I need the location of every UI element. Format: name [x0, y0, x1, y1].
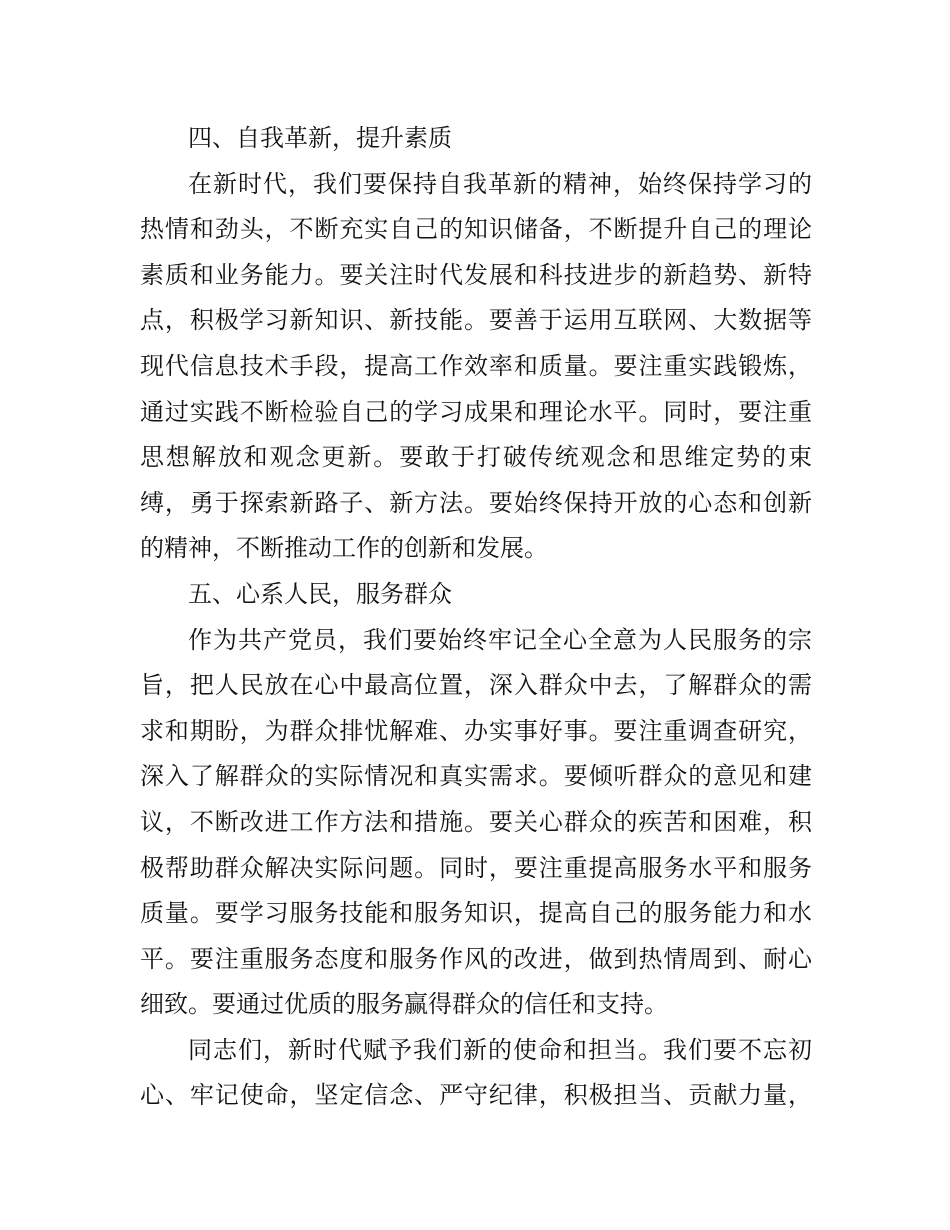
paragraph-line: 质量。要学习服务技能和服务知识，提高自己的服务能力和水: [140, 899, 812, 928]
paragraph-line: 平。要注重服务态度和服务作风的改进，做到热情周到、耐心: [140, 944, 812, 973]
paragraph-line: 议，不断改进工作方法和措施。要关心群众的疾苦和困难，积: [140, 807, 812, 836]
paragraph-line: 缚，勇于探索新路子、新方法。要始终保持开放的心态和创新: [140, 488, 812, 517]
paragraph-line: 现代信息技术手段，提高工作效率和质量。要注重实践锻炼，: [140, 351, 812, 380]
paragraph-line: 作为共产党员，我们要始终牢记全心全意为人民服务的宗: [188, 625, 812, 654]
paragraph-line: 点，积极学习新知识、新技能。要善于运用互联网、大数据等: [140, 306, 812, 335]
paragraph-line: 旨，把人民放在心中最高位置，深入群众中去，了解群众的需: [140, 671, 812, 700]
paragraph-line: 素质和业务能力。要关注时代发展和科技进步的新趋势、新特: [140, 260, 812, 289]
paragraph-line: 的精神，不断推动工作的创新和发展。: [140, 534, 548, 563]
section-5-heading: 五、心系人民，服务群众: [188, 579, 452, 608]
paragraph-line: 同志们，新时代赋予我们新的使命和担当。我们要不忘初: [188, 1035, 812, 1064]
paragraph-line: 极帮助群众解决实际问题。同时，要注重提高服务水平和服务: [140, 853, 812, 882]
paragraph-line: 求和期盼，为群众排忧解难、办实事好事。要注重调查研究，: [140, 716, 812, 745]
paragraph-line: 热情和劲头，不断充实自己的知识储备，不断提升自己的理论: [140, 215, 812, 244]
document-body: [140, 116, 812, 1119]
paragraph-line: 心、牢记使命，坚定信念、严守纪律，积极担当、贡献力量，: [140, 1081, 812, 1110]
paragraph-line: 细致。要通过优质的服务赢得群众的信任和支持。: [140, 990, 668, 1019]
paragraph-line: 通过实践不断检验自己的学习成果和理论水平。同时，要注重: [140, 397, 812, 426]
paragraph-line: 深入了解群众的实际情况和真实需求。要倾听群众的意见和建: [140, 762, 812, 791]
paragraph-line: 在新时代，我们要保持自我革新的精神，始终保持学习的: [188, 169, 812, 198]
section-4-heading: 四、自我革新，提升素质: [188, 124, 452, 152]
paragraph-line: 思想解放和观念更新。要敢于打破传统观念和思维定势的束: [140, 443, 812, 472]
